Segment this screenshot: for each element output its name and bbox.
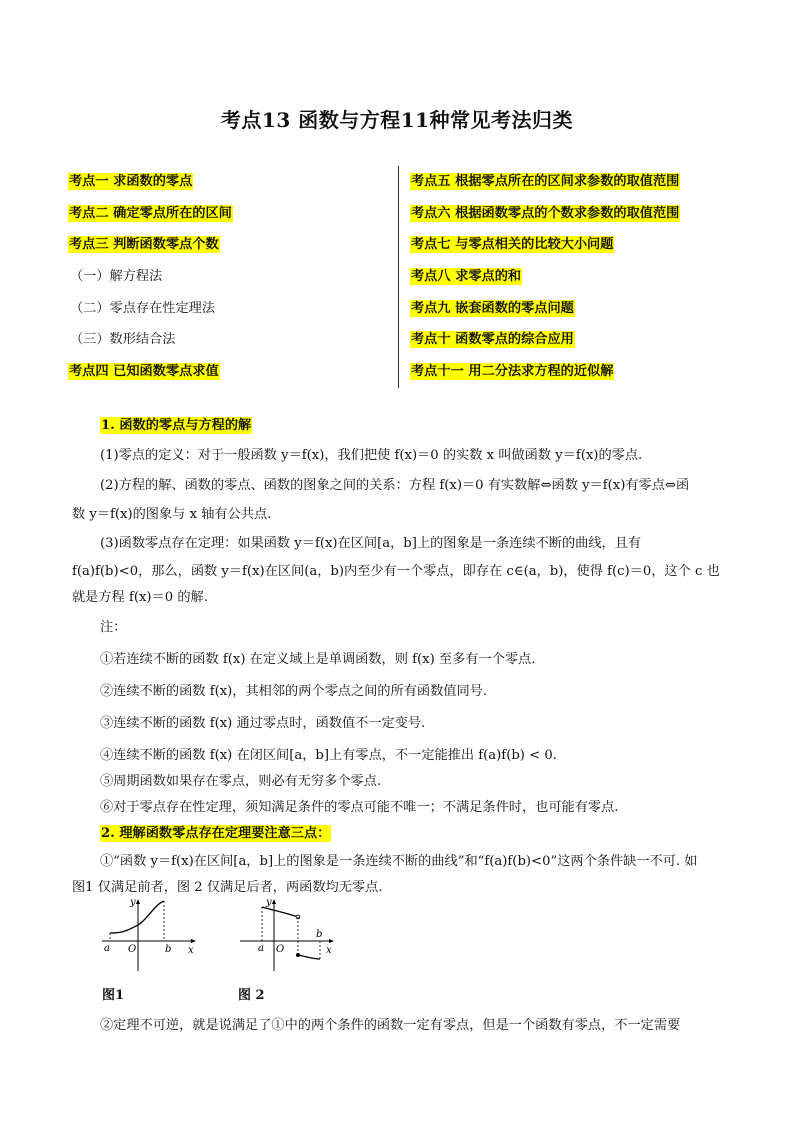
toc-right-item-label: 考点六 根据函数零点的个数求参数的取值范围	[411, 205, 680, 221]
fig1-o-label: O	[128, 944, 137, 955]
toc-left-column	[68, 166, 388, 388]
toc-right-item-label: 考点十一 用二分法求方程的近似解	[411, 364, 614, 380]
toc-left-item[interactable]	[68, 356, 388, 388]
toc-right-item[interactable]	[410, 261, 740, 293]
page-title: 考点13 函数与方程11种常见考法归类	[220, 108, 574, 132]
fig2-y-label: y	[266, 897, 272, 908]
section1-heading: 1. 函数的零点与方程的解	[101, 418, 252, 433]
toc-right-item[interactable]	[410, 166, 740, 198]
toc	[68, 166, 738, 390]
toc-right-item[interactable]	[410, 229, 740, 261]
note-5: ⑤周期函数如果存在零点，则必有无穷多个零点.	[100, 774, 382, 789]
toc-right-item-label: 考点九 嵌套函数的零点问题	[411, 300, 574, 316]
toc-left-item[interactable]	[68, 261, 388, 293]
toc-left-item-label: 考点四 已知函数零点求值	[69, 364, 219, 380]
toc-right-column	[410, 166, 740, 388]
figure-1-caption: 图1	[102, 988, 125, 1003]
fig2-b-label: b	[316, 929, 323, 940]
toc-right-item-label: 考点八 求零点的和	[411, 269, 522, 285]
toc-right-item[interactable]	[410, 198, 740, 230]
fig1-y-label: y	[130, 897, 136, 908]
section2-para-2: ②定理不可逆，就是说满足了①中的两个条件的函数一定有零点，但是一个函数有零点，不一定需要	[100, 1018, 681, 1033]
toc-right-item[interactable]	[410, 324, 740, 356]
note-1: ①若连续不断的函数 f(x) 在定义域上是单调函数，则 f(x) 至多有一个零点.	[100, 652, 536, 667]
toc-left-item[interactable]	[68, 198, 388, 230]
toc-right-item-label: 考点七 与零点相关的比较大小问题	[411, 237, 614, 253]
toc-left-item-label: （一）解方程法	[70, 269, 163, 285]
figure-2	[238, 893, 338, 975]
toc-right-item[interactable]	[410, 293, 740, 325]
para-theorem-3: 就是方程 f(x)＝0 的解.	[72, 590, 208, 605]
toc-left-item[interactable]	[68, 229, 388, 261]
figure-2-caption: 图 2	[238, 988, 265, 1003]
toc-divider	[398, 166, 399, 388]
toc-left-item[interactable]	[68, 293, 388, 325]
para-relation-1: (2)方程的解、函数的零点、函数的图象之间的关系：方程 f(x)＝0 有实数解⇔函数 y＝f(x)有零点⇔函	[100, 478, 690, 493]
fig1-b-label: b	[165, 944, 172, 955]
note-2: ②连续不断的函数 f(x)，其相邻的两个零点之间的所有函数值同号.	[100, 684, 488, 699]
toc-left-item-label: 考点一 求函数的零点	[69, 174, 193, 189]
note-3: ③连续不断的函数 f(x) 通过零点时，函数值不一定变号.	[100, 716, 426, 731]
toc-left-item-label: （三）数形结合法	[70, 332, 176, 348]
para-theorem-2: f(a)f(b)<0，那么，函数 y＝f(x)在区间(a，b)内至少有一个零点，即存在 c∈(a，b)，使得 f(c)＝0，这个 c 也	[72, 564, 720, 579]
fig1-a-label: a	[104, 943, 110, 954]
fig2-x-label: x	[326, 945, 332, 956]
fig2-a-label: a	[258, 943, 264, 954]
section2-heading: 2. 理解函数零点存在定理要注意三点：	[101, 826, 331, 841]
toc-left-item[interactable]	[68, 166, 388, 198]
para-relation-2: 数 y＝f(x)的图象与 x 轴有公共点.	[72, 507, 272, 522]
note-label: 注：	[100, 620, 127, 635]
toc-right-item-label: 考点十 函数零点的综合应用	[411, 332, 574, 348]
figure-1	[100, 893, 200, 975]
toc-right-item[interactable]	[410, 356, 740, 388]
note-6: ⑥对于零点存在性定理，须知满足条件的零点可能不唯一；不满足条件时，也可能有零点.	[100, 800, 619, 815]
toc-left-item-label: （二）零点存在性定理法	[70, 300, 216, 316]
toc-left-item[interactable]	[68, 324, 388, 356]
toc-left-item-label: 考点三 判断函数零点个数	[69, 237, 219, 253]
toc-left-item-label: 考点二 确定零点所在的区间	[69, 205, 232, 221]
fig2-o-label: O	[276, 944, 285, 955]
para-zero-definition: (1)零点的定义：对于一般函数 y＝f(x)，我们把使 f(x)＝0 的实数 x 叫做函数 y＝f(x)的零点.	[100, 448, 643, 463]
note-4: ④连续不断的函数 f(x) 在闭区间[a，b]上有零点，不一定能推出 f(a)f(b) < 0.	[100, 748, 557, 763]
fig1-x-label: x	[188, 945, 194, 956]
section2-para-1b: 图1 仅满足前者，图 2 仅满足后者，两函数均无零点.	[72, 880, 383, 895]
section2-para-1a: ①“函数 y＝f(x)在区间[a，b]上的图象是一条连续不断的曲线”和“f(a)f(b)<0”这两个条件缺一不可. 如	[100, 854, 698, 869]
toc-right-item-label: 考点五 根据零点所在的区间求参数的取值范围	[411, 174, 680, 189]
para-theorem-1: (3)函数零点存在定理：如果函数 y＝f(x)在区间[a，b]上的图象是一条连续不断的曲线，且有	[100, 536, 642, 551]
